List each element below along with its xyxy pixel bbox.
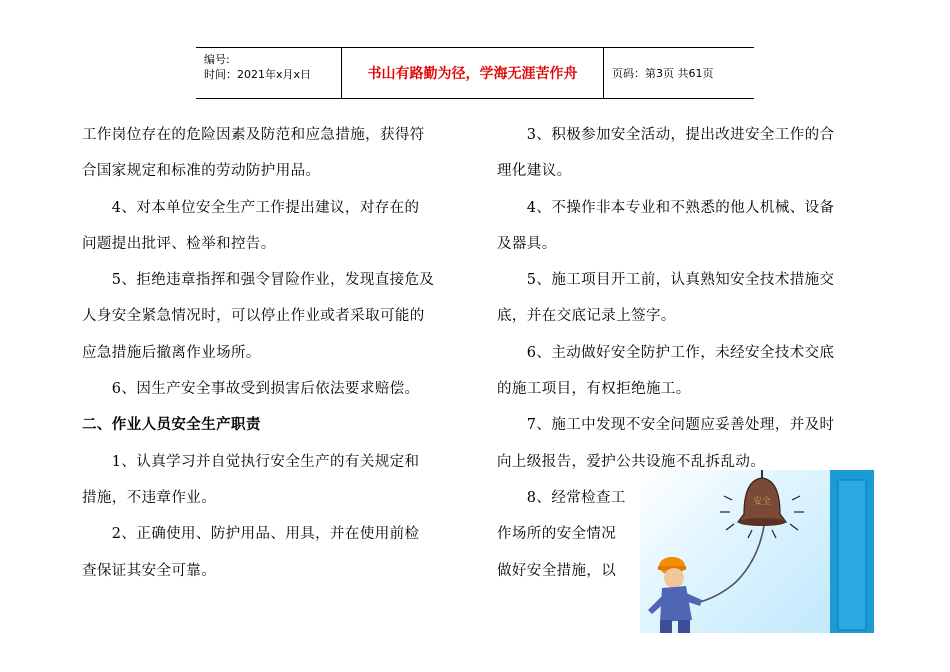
text-line: 2、正确使用、防护用品、用具，并在使用前检 bbox=[82, 526, 420, 543]
text-line: 6、因生产安全事故受到损害后依法要求赔偿。 bbox=[82, 381, 420, 398]
text-line: 4、不操作非本专业和不熟悉的他人机械、设备 bbox=[497, 199, 835, 216]
text-line: 5、施工项目开工前，认真熟知安全技术措施交 bbox=[497, 272, 835, 289]
left-column bbox=[82, 117, 462, 589]
text-line: 1、认真学习并自觉执行安全生产的有关规定和 bbox=[82, 453, 420, 470]
text-line: 作场所的安全情况 bbox=[497, 526, 617, 543]
bell-rim bbox=[738, 518, 786, 526]
text-line: 问题提出批评、检举和控告。 bbox=[82, 235, 276, 252]
text-line: 做好安全措施，以 bbox=[497, 562, 617, 579]
text-line: 应急措施后撤离作业场所。 bbox=[82, 344, 261, 361]
header-page-info: 页码：第3页 共61页 bbox=[612, 67, 714, 80]
bell-label: 安全 bbox=[752, 497, 772, 507]
text-line: 查保证其安全可靠。 bbox=[82, 562, 217, 579]
text-line: 的施工项目，有权拒绝施工。 bbox=[497, 381, 691, 398]
number-label: 编号: bbox=[204, 53, 230, 66]
text-line: 7、施工中发现不安全问题应妥善处理，并及时 bbox=[497, 417, 835, 434]
text-line: 5、拒绝违章指挥和强令冒险作业，发现直接危及 bbox=[82, 272, 435, 289]
text-line: 6、主动做好安全防护工作，未经安全技术交底 bbox=[497, 344, 835, 361]
bell-rope bbox=[700, 526, 764, 602]
header-table bbox=[196, 47, 754, 99]
panel-inset bbox=[838, 480, 866, 630]
bell-worker-svg bbox=[640, 470, 874, 633]
text-line: 底，并在交底记录上签字。 bbox=[497, 308, 676, 325]
header-meta bbox=[196, 48, 342, 98]
worker-figure bbox=[648, 557, 702, 633]
text-line: 及器具。 bbox=[497, 235, 557, 252]
section-heading: 二、作业人员安全生产职责 bbox=[82, 417, 261, 434]
text-line: 3、积极参加安全活动，提出改进安全工作的合 bbox=[497, 127, 835, 143]
header-motto: 书山有路勤为径，学海无涯苦作舟 bbox=[342, 48, 604, 98]
safety-bell-illustration bbox=[640, 470, 874, 633]
text-line: 8、经常检查工 bbox=[497, 489, 626, 506]
text-line: 工作岗位存在的危险因素及防范和应急措施，获得符 bbox=[82, 127, 425, 143]
text-line: 4、对本单位安全生产工作提出建议，对存在的 bbox=[82, 199, 420, 216]
text-line: 合国家规定和标准的劳动防护用品。 bbox=[82, 163, 321, 180]
text-line: 人身安全紧急情况时，可以停止作业或者采取可能的 bbox=[82, 308, 425, 325]
text-line: 措施，不违章作业。 bbox=[82, 489, 217, 506]
text-line: 理化建议。 bbox=[497, 163, 572, 180]
text-line: 向上级报告，爱护公共设施不乱拆乱动。 bbox=[497, 453, 766, 470]
time-label: 时间：2021年x月x日 bbox=[204, 68, 312, 81]
